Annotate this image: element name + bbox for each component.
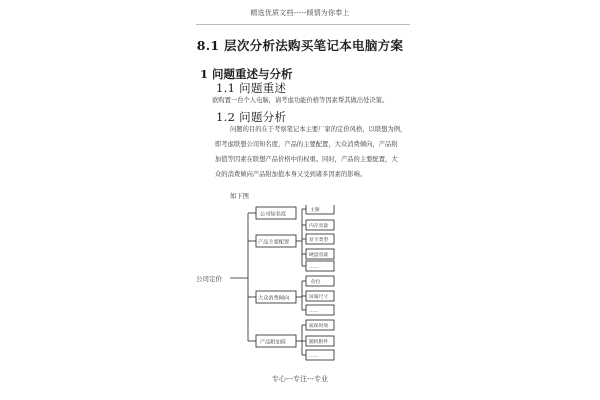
consumer-label: 大众消费倾向 (258, 295, 290, 302)
section-1-2-heading: 1.2 问题分析 (216, 110, 287, 124)
section-1-1-heading: 1.1 问题重述 (216, 81, 287, 95)
leaf-node-consumer-more (306, 305, 334, 315)
tree-connectors (230, 209, 306, 355)
section-1-1-body: 欲购置一台个人电脑，请考虑功能价格等因素帮其做出处决策。 (212, 97, 389, 104)
config-label: 产品主要配置 (258, 239, 290, 246)
leaf-node-cpu-freq (306, 205, 334, 214)
level1-node-config (256, 235, 296, 247)
svg-text:……: …… (309, 354, 319, 359)
section-1-heading: 1 问题重述与分析 (200, 67, 293, 81)
svg-text:显卡类型: 显卡类型 (309, 238, 329, 243)
svg-text:……: …… (309, 265, 319, 270)
svg-text:……: …… (309, 309, 319, 314)
analysis-line-4: 众的消费倾向产品附加值本身又受到诸多因素的影响。 (215, 171, 367, 178)
svg-text:内存容量: 内存容量 (309, 224, 329, 229)
leaf-node-disk (306, 249, 334, 259)
leaf-node-memory (306, 220, 334, 230)
analysis-line-3: 加值等因素在联想产品价格中的权重。同时，产品的主要配置，大 (215, 156, 398, 163)
leaf-node-gpu (306, 234, 334, 244)
see-below-label: 如下图 (230, 193, 249, 200)
hierarchy-diagram (190, 205, 360, 370)
level1-node-reputation (256, 207, 296, 219)
leaf-node-accessories (306, 336, 334, 346)
document-title: 8.1 层次分析法购买笔记本电脑方案 (196, 38, 404, 53)
level1-node-valueadd (256, 335, 296, 347)
svg-text:价位: 价位 (311, 280, 321, 285)
page-footer: 专心---专注---专业 (271, 375, 329, 383)
header-rule (196, 24, 410, 25)
reputation-label: 公司知名度 (260, 211, 286, 218)
svg-text:随机附件: 随机附件 (309, 340, 329, 345)
svg-text:硬盘容量: 硬盘容量 (309, 253, 329, 258)
page-header: 精选优质文档-----倾情为你奉上 (250, 9, 350, 17)
valueadd-label: 产品附加值 (260, 339, 286, 346)
root-node-label: 公司定价 (196, 275, 222, 283)
leaf-node-config-more (306, 261, 334, 271)
leaf-node-price (306, 276, 334, 286)
svg-text:主频: 主频 (310, 208, 320, 213)
leaf-node-valueadd-more (306, 350, 334, 360)
svg-text:质保时效: 质保时效 (309, 324, 329, 329)
level1-node-consumer (256, 291, 296, 303)
leaf-node-warranty (306, 320, 334, 330)
svg-text:屏幕尺寸: 屏幕尺寸 (309, 295, 329, 300)
leaf-node-screen-size (306, 291, 334, 301)
analysis-line-2: 即考虑联想公司知名度，产品的主要配置，大众消费倾向，产品附 (215, 141, 398, 148)
analysis-line-1: 问题的目的在于考察笔记本主要厂家的定价风格，以联想为例， (230, 126, 407, 133)
